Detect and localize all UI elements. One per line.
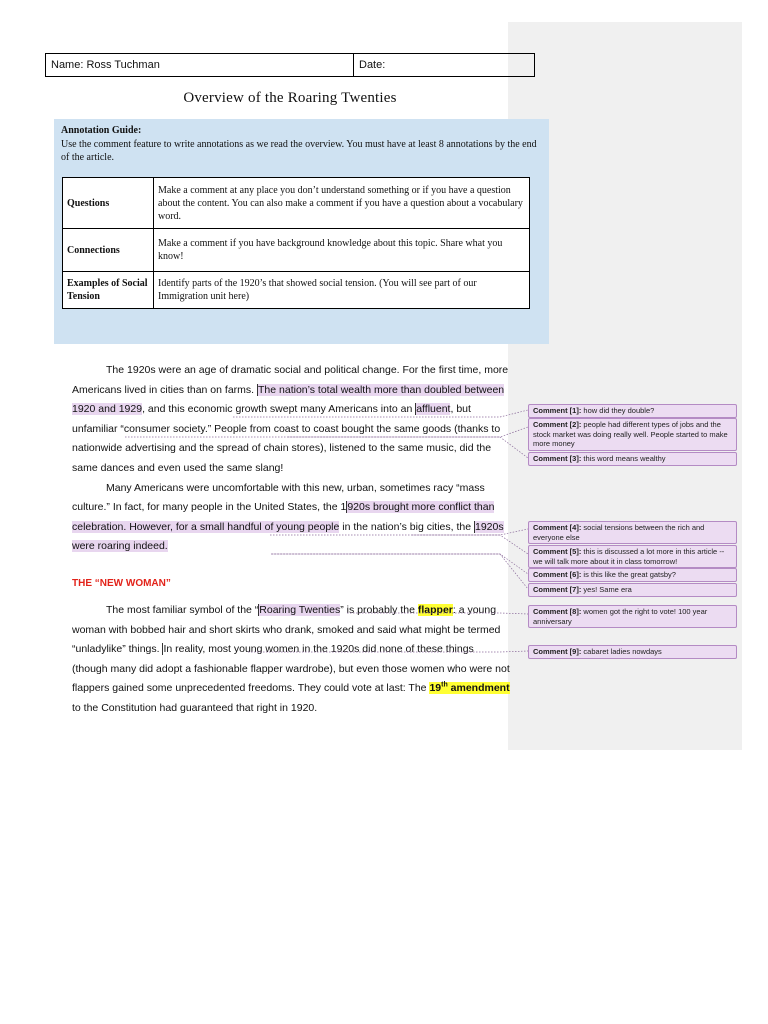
name-field[interactable]: Name: Ross Tuchman	[46, 54, 354, 76]
comment-label: Comment [3]:	[533, 454, 582, 463]
article-body	[72, 361, 512, 557]
guide-instructions: Use the comment feature to write annotations as we read the overview. You must have at least 8 annotations by the end of the article.	[61, 139, 537, 163]
annotation-guide	[54, 119, 549, 344]
guide-row-label: Examples of Social Tension	[63, 272, 154, 309]
comment-text: cabaret ladies nowdays	[581, 647, 662, 656]
guide-heading: Annotation Guide:	[61, 125, 142, 136]
guide-row-social-tension	[63, 272, 530, 309]
comment-label: Comment [6]:	[533, 570, 582, 579]
highlight-19th-amendment[interactable]	[429, 682, 509, 694]
text-run: 19	[429, 682, 442, 695]
text-run: amendment	[447, 682, 510, 695]
guide-row-text: Make a comment if you have background knowledge about this topic. Share what you know!	[154, 229, 530, 272]
text-run: Many Americans were uncomfortable with this new, urban, sometimes racy “mass culture.” In fact, for many people in the United States, the 1	[72, 481, 485, 514]
highlight-comment-7[interactable]: Roaring Twenties	[259, 604, 341, 616]
comment-8[interactable]	[528, 605, 737, 628]
guide-row-text: Make a comment at any place you don’t understand something or if you have a question about the content. You can also make a comment if you have a question about a vocabulary word.	[154, 178, 530, 229]
comment-6[interactable]	[528, 568, 737, 582]
guide-table	[62, 177, 530, 309]
paragraph-1	[72, 361, 512, 479]
section-heading: THE “NEW WOMAN”	[72, 578, 171, 589]
highlight-comment-3[interactable]: affluent	[416, 403, 451, 416]
text-run: The most familiar symbol of the “	[106, 604, 259, 616]
comment-7[interactable]	[528, 583, 737, 597]
text-run: , but unfamiliar “consumer society.” People from coast to coast bought the same goods (thanks to nationwide advertising and the spread of chain stores), listened to the same music, did the same dances and even used the same slang!	[72, 403, 501, 474]
date-field[interactable]: Date:	[359, 59, 386, 71]
text-run: They could vote at last: The	[294, 682, 430, 695]
comment-text: women got the right to vote! 100 year anniversary	[533, 607, 708, 626]
text-run: The 1920s were an age of dramatic social and political change. For the first time, more Americans lived in cities than on farms.	[72, 364, 509, 396]
text-run: : a young woman with bobbed hair and short skirts who drank, smoked and said what might be termed “unladylike” things.	[72, 604, 501, 656]
text-run: to the Constitution had guaranteed that right in 1920.	[72, 701, 318, 714]
comment-label: Comment [2]:	[533, 420, 582, 429]
comment-label: Comment [8]:	[533, 607, 582, 616]
comment-label: Comment [9]:	[533, 647, 582, 656]
article-body-section	[72, 601, 512, 719]
comment-text: people had different types of jobs and the stock market was doing really well. People started to make more money	[533, 420, 728, 448]
comment-label: Comment [7]:	[533, 585, 582, 594]
highlight-comment-9[interactable]: In reality, most young women in the 1920s did none of these things (though many did adopt a fashionable flapper wardrobe), but even those women who were not flappers gained some unprecedented freedoms.	[72, 643, 510, 695]
superscript: th	[441, 681, 448, 689]
comment-text: is this like the great gatsby?	[581, 570, 676, 579]
text-run: ” is probably the	[340, 604, 418, 616]
comment-9[interactable]	[528, 645, 737, 659]
comment-text: this word means wealthy	[581, 454, 666, 463]
comment-label: Comment [1]:	[533, 406, 582, 415]
text-run: , and this economic growth swept many Americans into an	[142, 403, 416, 416]
comment-4[interactable]	[528, 521, 737, 544]
text-run: in the nation’s big cities, the	[339, 520, 474, 533]
name-date-table	[45, 53, 535, 77]
paragraph-2	[72, 479, 512, 557]
document-title: Overview of the Roaring Twenties	[183, 90, 397, 106]
highlight-flapper[interactable]: flapper	[417, 604, 453, 616]
guide-row-text: Identify parts of the 1920’s that showed social tension. (You will see part of our Immigration unit here)	[154, 272, 530, 309]
guide-row-questions	[63, 178, 530, 229]
comment-text: how did they double?	[581, 406, 655, 415]
comment-text: this is discussed a lot more in this article -- we will talk more about it in class tomorrow!	[533, 547, 725, 566]
guide-row-connections	[63, 229, 530, 272]
highlight-comment-1[interactable]: The nation’s total wealth more than doubled between 1920 and 1929	[72, 383, 505, 416]
guide-row-label: Connections	[63, 229, 154, 272]
comment-2[interactable]	[528, 418, 737, 451]
comment-text: yes! Same era	[581, 585, 632, 594]
comment-3[interactable]	[528, 452, 737, 466]
highlight-comment-4[interactable]: 920s brought more conflict than celebration. However, for a small handful of young people	[72, 501, 495, 533]
comment-label: Comment [4]:	[533, 523, 582, 532]
paragraph-3	[72, 601, 512, 719]
comment-text: social tensions between the rich and everyone else	[533, 523, 705, 542]
guide-row-label: Questions	[63, 178, 154, 229]
highlight-comment-6[interactable]: 1920s were roaring indeed.	[72, 520, 504, 553]
comment-5[interactable]	[528, 545, 737, 568]
comment-label: Comment [5]:	[533, 547, 582, 556]
comment-1[interactable]	[528, 404, 737, 418]
